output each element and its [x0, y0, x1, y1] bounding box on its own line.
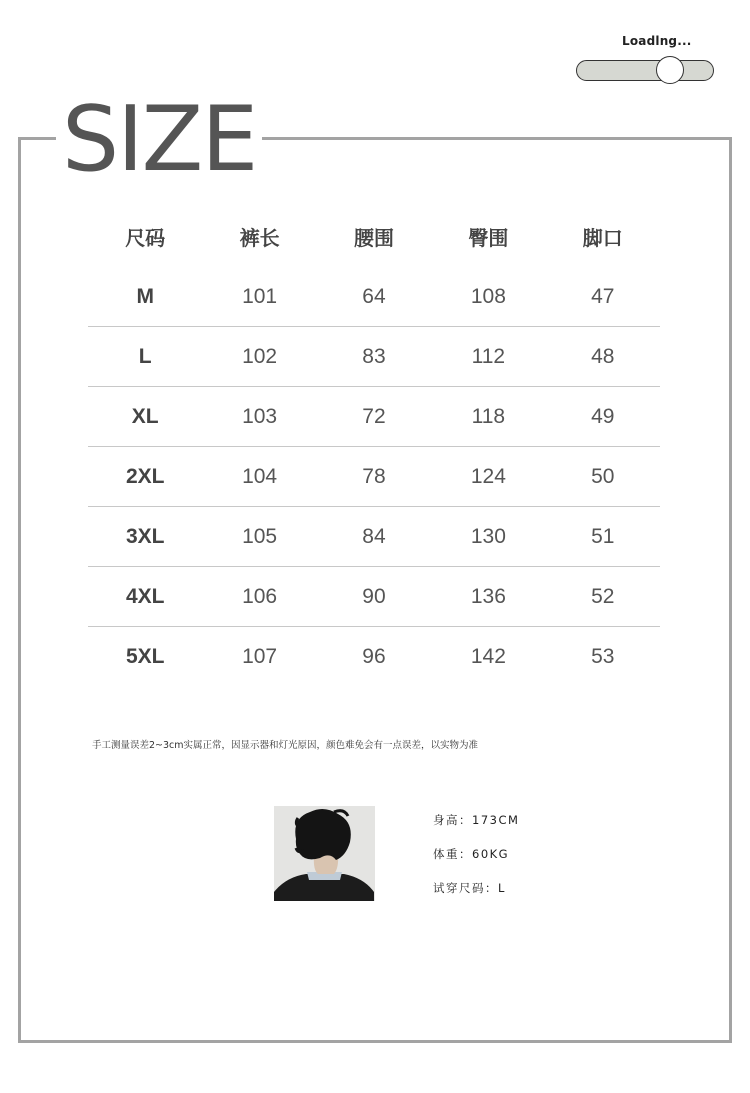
cell-pants-length: 101	[202, 267, 316, 327]
table-row	[88, 327, 660, 387]
cell-pants-length: 105	[202, 507, 316, 567]
cell-leg-opening: 47	[546, 267, 660, 327]
table-row	[88, 387, 660, 447]
cell-leg-opening: 49	[546, 387, 660, 447]
header-pants-length: 裤长	[239, 225, 280, 250]
cell-hip: 108	[431, 267, 545, 327]
cell-pants-length: 102	[202, 327, 316, 387]
cell-pants-length: 107	[242, 644, 278, 668]
cell-leg-opening: 52	[546, 567, 660, 627]
cell-pants-length: 103	[202, 387, 316, 447]
header-waist: 腰围	[353, 225, 394, 250]
cell-size: M	[88, 267, 202, 327]
cell-waist: 78	[317, 447, 431, 507]
table-row	[88, 567, 660, 627]
cell-pants-length: 106	[202, 567, 316, 627]
cell-waist: 72	[317, 387, 431, 447]
model-height: 身高：173CM	[433, 813, 520, 827]
cell-leg-opening: 51	[546, 507, 660, 567]
table-row	[88, 447, 660, 507]
size-table	[88, 205, 660, 686]
table-row	[88, 267, 660, 327]
model-weight: 体重：60KG	[433, 847, 510, 861]
cell-hip: 142	[470, 644, 506, 668]
loading-text: Loadlng...	[622, 34, 692, 48]
header-size: 尺码	[125, 225, 166, 250]
table-header-row	[88, 205, 660, 267]
size-title: SIZE	[56, 92, 262, 188]
cell-size: 4XL	[88, 567, 202, 627]
cell-waist: 90	[317, 567, 431, 627]
cell-size: 2XL	[88, 447, 202, 507]
cell-size: 3XL	[88, 507, 202, 567]
cell-size: 5XL	[125, 644, 165, 668]
header-hip: 臀围	[468, 225, 509, 250]
cell-hip: 124	[431, 447, 545, 507]
cell-waist: 64	[317, 267, 431, 327]
model-illustration	[274, 806, 375, 901]
cell-waist: 83	[317, 327, 431, 387]
cell-pants-length: 104	[202, 447, 316, 507]
cell-hip: 112	[431, 327, 545, 387]
loading-progress-bar	[576, 60, 714, 81]
header-leg-opening: 脚口	[582, 225, 623, 250]
cell-size: XL	[88, 387, 202, 447]
table-row	[88, 507, 660, 567]
model-photo	[274, 806, 375, 901]
cell-leg-opening: 48	[546, 327, 660, 387]
table-row	[88, 627, 660, 687]
cell-waist: 96	[362, 644, 386, 668]
cell-leg-opening: 53	[591, 644, 615, 668]
loading-knob[interactable]	[656, 56, 684, 84]
cell-hip: 136	[431, 567, 545, 627]
cell-size: L	[88, 327, 202, 387]
cell-leg-opening: 50	[546, 447, 660, 507]
measurement-note: 手工测量误差2~3cm实属正常，因显示器和灯光原因，颜色难免会有一点误差，以实物为准	[92, 740, 479, 751]
model-trial-size: 试穿尺码：L	[433, 881, 506, 895]
cell-waist: 84	[317, 507, 431, 567]
cell-hip: 118	[431, 387, 545, 447]
cell-hip: 130	[431, 507, 545, 567]
